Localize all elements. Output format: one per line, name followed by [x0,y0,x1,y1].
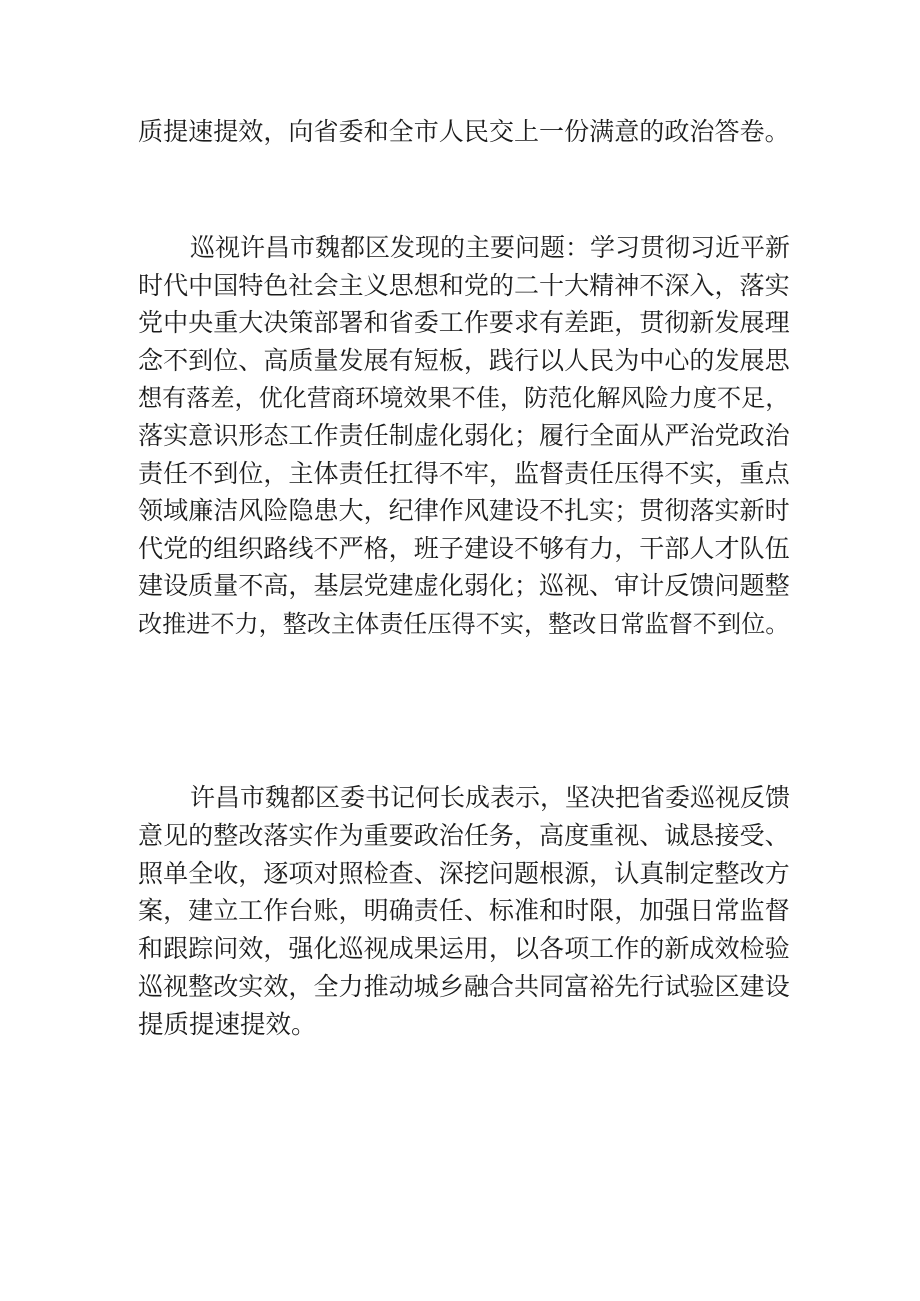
paragraph-line: 意见的整改落实作为重要政治任务，高度重视、诚恳接受、 [138,820,790,850]
paragraph-line: 时代中国特色社会主义思想和党的二十大精神不深入，落实 [138,270,790,300]
paragraph-line: 想有落差，优化营商环境效果不佳，防范化解风险力度不足， [138,384,790,413]
paragraph-line: 质提速提效，向省委和全市人民交上一份满意的政治答卷。 [138,117,790,146]
paragraph-line: 落实意识形态工作责任制虚化弱化；履行全面从严治党政治 [138,421,790,450]
paragraph-line: 巡视许昌市魏都区发现的主要问题：学习贯彻习近平新 [190,233,791,262]
paragraph-line: 责任不到位，主体责任扛得不牢，监督责任压得不实，重点 [138,458,790,488]
paragraph-line: 改推进不力，整改主体责任压得不实，整改日常监督不到位。 [138,610,790,638]
paragraph-line: 许昌市魏都区委书记何长成表示，坚决把省委巡视反馈 [190,783,791,812]
paragraph-line: 念不到位、高质量发展有短板，践行以人民为中心的发展思 [138,345,790,375]
paragraph-line: 和跟踪问效，强化巡视成果运用，以各项工作的新成效检验 [138,934,790,964]
paragraph-line: 提质提速提效。 [138,1009,317,1040]
paragraph-line: 照单全收，逐项对照检查、深挖问题根源，认真制定整改方 [138,858,790,888]
paragraph-line: 领域廉洁风险隐患大，纪律作风建设不扎实；贯彻落实新时 [138,496,790,526]
paragraph-line: 巡视整改实效，全力推动城乡融合共同富裕先行试验区建设 [138,972,790,1001]
paragraph-line: 党中央重大决策部署和省委工作要求有差距，贯彻新发展理 [138,308,790,338]
paragraph-line: 建设质量不高，基层党建虚化弱化；巡视、审计反馈问题整 [138,571,790,601]
paragraph-line: 代党的组织路线不严格，班子建设不够有力，干部人才队伍 [138,533,790,563]
paragraph-line: 案，建立工作台账，明确责任、标准和时限，加强日常监督 [138,896,790,926]
